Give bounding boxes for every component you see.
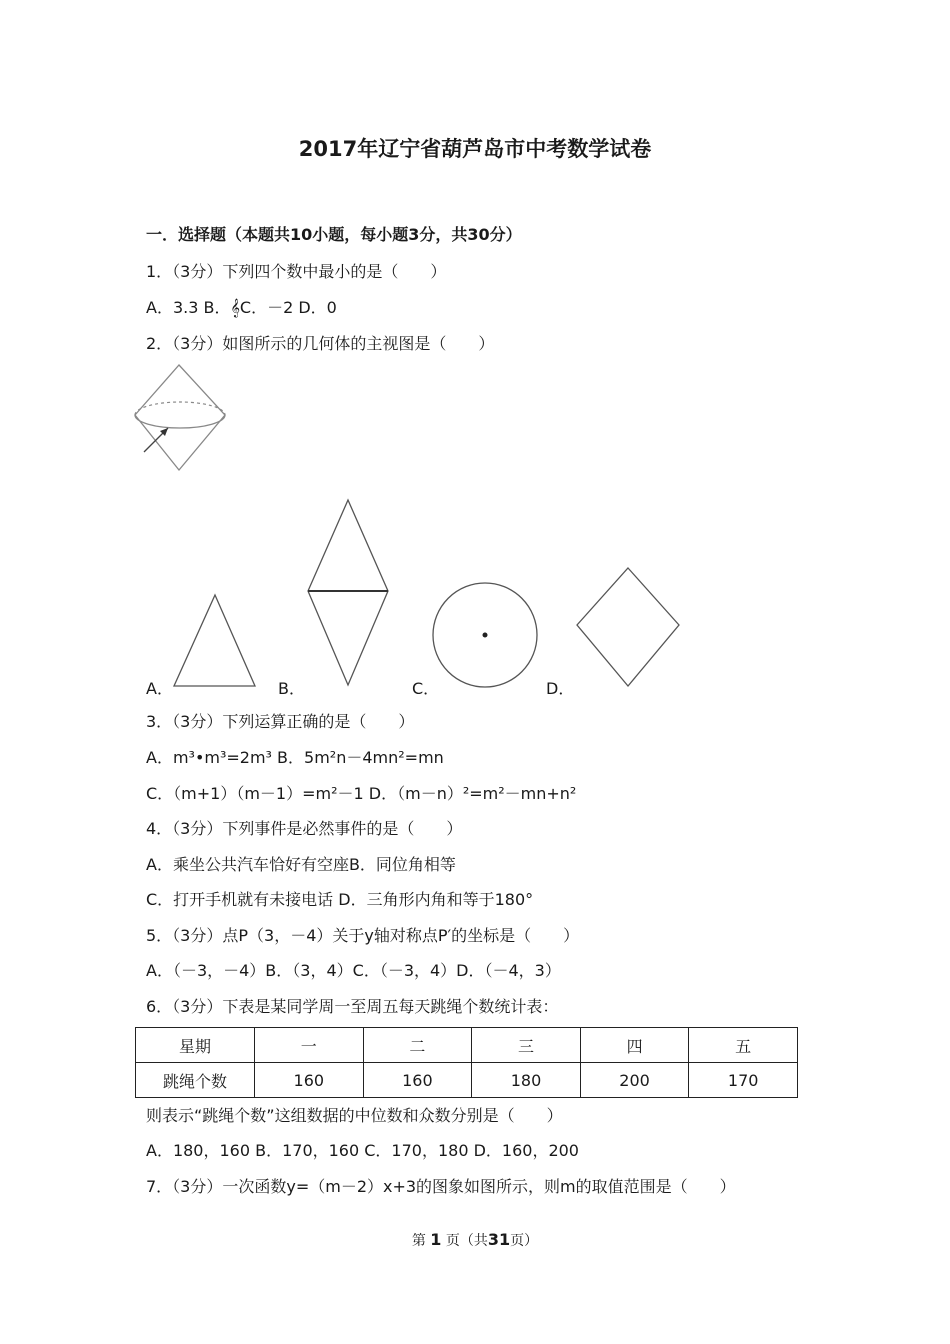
table-cell: 160 — [255, 1063, 364, 1098]
question-4-options-cd: C．打开手机就有未接电话 D．三角形内角和等于180° — [146, 890, 534, 909]
question-3-options-cd: C．（m+1）（m－1）=m²－1 D．（m－n）²=m²－mn+n² — [146, 784, 577, 803]
cone-solid-figure — [140, 360, 250, 475]
table-row — [136, 1028, 798, 1063]
table-cell: 二 — [363, 1028, 472, 1063]
footer-prefix: 第 — [411, 1233, 426, 1249]
footer-suffix: 页） — [510, 1233, 539, 1249]
jump-rope-table — [135, 1027, 798, 1098]
question-6-stem: 6．（3分）下表是某同学周一至周五每天跳绳个数统计表： — [146, 997, 559, 1016]
q2-option-d-label: D． — [546, 679, 575, 698]
table-cell: 四 — [580, 1028, 689, 1063]
question-7-stem: 7．（3分）一次函数y=（m－2）x+3的图象如图所示，则m的取值范围是（ ） — [146, 1177, 736, 1196]
table-row — [136, 1063, 798, 1098]
question-5-stem: 5．（3分）点P（3，－4）关于y轴对称点P′的坐标是（ ） — [146, 926, 580, 945]
question-6-question: 则表示“跳绳个数”这组数据的中位数和众数分别是（ ） — [146, 1106, 563, 1125]
table-cell: 160 — [363, 1063, 472, 1098]
question-3-stem: 3．（3分）下列运算正确的是（ ） — [146, 712, 415, 731]
page-footer — [0, 1230, 950, 1250]
option-d-rhombus — [575, 566, 681, 688]
question-1-options: A．3.3 B．𝄞C．－2 D．0 — [146, 298, 337, 317]
q2-option-b-label: B． — [278, 679, 305, 698]
table-cell: 180 — [472, 1063, 581, 1098]
question-5-options: A．（－3，－4）B．（3，4）C．（－3，4）D．（－4，3） — [146, 961, 561, 980]
q2-option-a-label: A． — [146, 679, 173, 698]
table-cell: 一 — [255, 1028, 364, 1063]
footer-middle: 页（共 — [445, 1233, 488, 1249]
question-1-stem: 1．（3分）下列四个数中最小的是（ ） — [146, 262, 447, 281]
question-3-options-ab: A．m³•m³=2m³ B．5m²n－4mn²=mn — [146, 748, 444, 767]
table-cell: 170 — [689, 1063, 798, 1098]
table-cell: 三 — [472, 1028, 581, 1063]
section-heading: 一．选择题（本题共10小题，每小题3分，共30分） — [146, 225, 522, 244]
question-4-options-ab: A．乘坐公共汽车恰好有空座B．同位角相等 — [146, 855, 456, 874]
option-a-triangle — [172, 593, 257, 688]
table-cell: 星期 — [136, 1028, 255, 1063]
table-cell: 五 — [689, 1028, 798, 1063]
option-c-circle — [431, 581, 541, 691]
q2-option-c-label: C． — [412, 679, 440, 698]
option-b-double-triangle — [306, 498, 391, 688]
question-6-options: A．180，160 B．170，160 C．170，180 D．160，200 — [146, 1141, 579, 1160]
page-title: 2017年辽宁省葫芦岛市中考数学试卷 — [298, 137, 652, 161]
table-cell: 200 — [580, 1063, 689, 1098]
question-4-stem: 4．（3分）下列事件是必然事件的是（ ） — [146, 819, 463, 838]
footer-page-number: 1 — [430, 1230, 442, 1249]
table-cell: 跳绳个数 — [136, 1063, 255, 1098]
footer-total-pages: 31 — [487, 1230, 511, 1249]
question-2-stem: 2．（3分）如图所示的几何体的主视图是（ ） — [146, 334, 495, 353]
